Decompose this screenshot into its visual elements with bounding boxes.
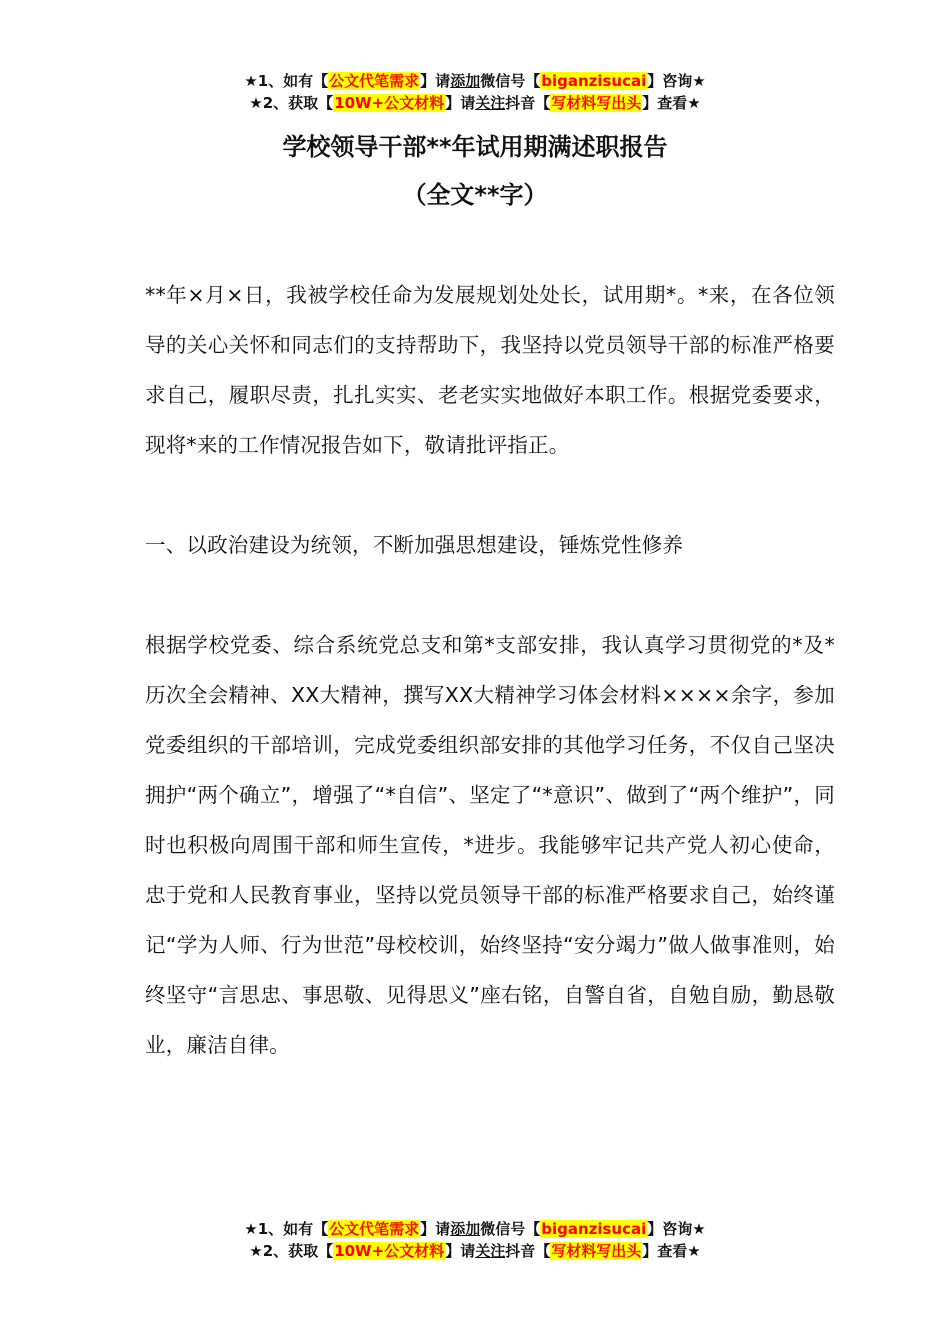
banner-highlight: 10W+公文材料	[334, 94, 445, 112]
banner-text: ★1、如有【	[244, 1220, 329, 1238]
banner-text: 】查看★	[642, 1242, 701, 1260]
intro-paragraph: **年×月×日，我被学校任命为发展规划处处长，试用期*。*来，在各位领导的关心关怀和同志们的支持帮助下，我坚持以党员领导干部的标准严格要求自己，履职尽责，扎扎实实、老老实实地做好本职工作。根据党委要求，现将*来的工作情况报告如下，敬请批评指正。	[145, 283, 835, 457]
banner-underline: 关注	[475, 1242, 506, 1260]
banner-highlight: 公文代笔需求	[329, 72, 420, 90]
banner-highlight: 写材料写出头	[551, 94, 642, 112]
header-banner	[0, 70, 950, 114]
banner-text: 微信号【	[480, 1220, 541, 1238]
banner-highlight: 公文代笔需求	[329, 1220, 420, 1238]
banner-line-1	[0, 1218, 950, 1240]
banner-line-1	[0, 70, 950, 92]
document-title: 学校领导干部**年试用期满述职报告	[282, 133, 668, 161]
banner-underline: 关注	[475, 94, 506, 112]
banner-text: 】请	[420, 72, 451, 90]
banner-text: ★2、获取【	[249, 1242, 334, 1260]
banner-underline: 添加	[450, 1220, 481, 1238]
section-paragraph: 根据学校党委、综合系统党总支和第*支部安排，我认真学习贯彻党的*及*历次全会精神、XX大精神，撰写XX大精神学习体会材料××××余字，参加党委组织的干部培训，完成党委组织部安排的其他学习任务，不仅自己坚决拥护“两个确立”，增强了“*自信”、坚定了“*意识”、做到了“两个维护”，同时也积极向周围干部和师生宣传，*进步。我能够牢记共产党人初心使命，忠于党和人民教育事业，坚持以党员领导干部的标准严格要求自己，始终谨记“学为人师、行为世范”母校校训，始终坚持“安分竭力”做人做事准则，始终坚守“言思忠、事思敬、见得思义”座右铭，自警自省，自勉自励，勤恳敬业，廉洁自律。	[145, 633, 835, 1057]
banner-text: 抖音【	[505, 94, 551, 112]
banner-text: 】请	[445, 1242, 476, 1260]
banner-text: 】请	[445, 94, 476, 112]
banner-text: 】请	[420, 1220, 451, 1238]
banner-text: 】咨询★	[647, 72, 706, 90]
section-heading: 一、以政治建设为统领，不断加强思想建设，锤炼党性修养	[145, 533, 684, 557]
banner-text: 抖音【	[505, 1242, 551, 1260]
banner-highlight: biganzisucai	[541, 1220, 647, 1238]
document-body	[145, 270, 835, 1070]
document-subtitle: （全文**字）	[402, 181, 548, 209]
banner-text: ★1、如有【	[244, 72, 329, 90]
banner-line-2	[0, 1240, 950, 1262]
banner-highlight: 写材料写出头	[551, 1242, 642, 1260]
banner-line-2	[0, 92, 950, 114]
banner-text: 微信号【	[480, 72, 541, 90]
banner-text: 】查看★	[642, 94, 701, 112]
banner-text: 】咨询★	[647, 1220, 706, 1238]
banner-text: ★2、获取【	[249, 94, 334, 112]
banner-highlight: biganzisucai	[541, 72, 647, 90]
footer-banner	[0, 1218, 950, 1262]
banner-underline: 添加	[450, 72, 481, 90]
banner-highlight: 10W+公文材料	[334, 1242, 445, 1260]
